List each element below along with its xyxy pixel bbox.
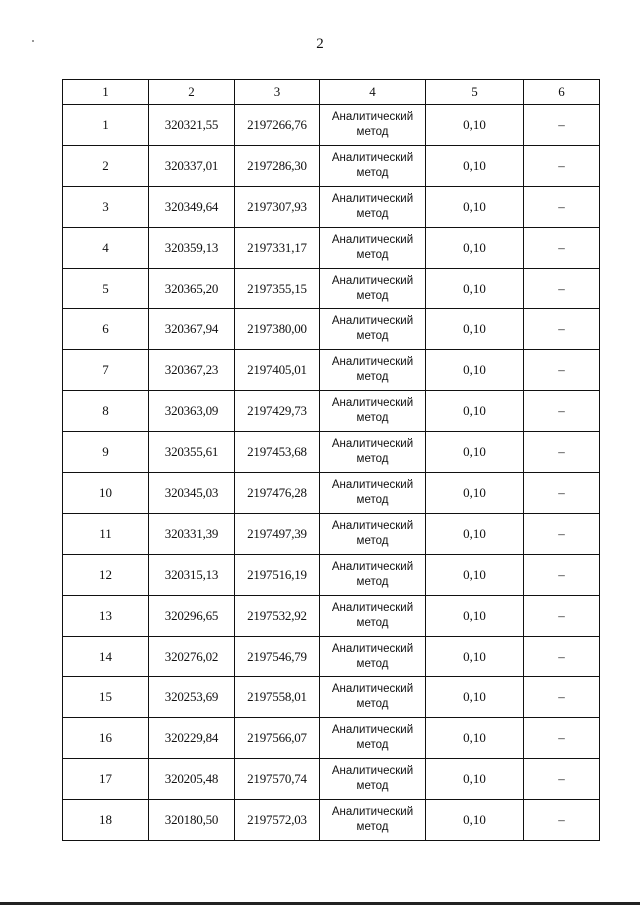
table-row — [63, 268, 600, 309]
cell-x-coordinate: 320315,13 — [149, 554, 235, 595]
cell-method: Аналитический метод — [320, 227, 426, 268]
cell-note: – — [524, 513, 600, 554]
cell-method: Аналитический метод — [320, 554, 426, 595]
cell-method: Аналитический метод — [320, 391, 426, 432]
cell-x-coordinate: 320365,20 — [149, 268, 235, 309]
cell-note: – — [524, 473, 600, 514]
cell-method: Аналитический метод — [320, 677, 426, 718]
cell-method: Аналитический метод — [320, 718, 426, 759]
cell-note: – — [524, 309, 600, 350]
cell-point-number: 5 — [63, 268, 149, 309]
cell-accuracy: 0,10 — [426, 391, 524, 432]
cell-point-number: 17 — [63, 759, 149, 800]
cell-accuracy: 0,10 — [426, 595, 524, 636]
scan-speck — [32, 40, 34, 42]
table-row — [63, 145, 600, 186]
cell-method: Аналитический метод — [320, 800, 426, 841]
cell-point-number: 3 — [63, 186, 149, 227]
cell-note: – — [524, 677, 600, 718]
cell-y-coordinate: 2197532,92 — [235, 595, 320, 636]
cell-accuracy: 0,10 — [426, 145, 524, 186]
table-row — [63, 350, 600, 391]
cell-accuracy: 0,10 — [426, 677, 524, 718]
cell-note: – — [524, 391, 600, 432]
header-col-4: 4 — [320, 80, 426, 105]
cell-y-coordinate: 2197546,79 — [235, 636, 320, 677]
cell-point-number: 1 — [63, 105, 149, 146]
header-col-2: 2 — [149, 80, 235, 105]
cell-accuracy: 0,10 — [426, 268, 524, 309]
cell-x-coordinate: 320337,01 — [149, 145, 235, 186]
cell-y-coordinate: 2197453,68 — [235, 432, 320, 473]
header-col-3: 3 — [235, 80, 320, 105]
cell-x-coordinate: 320345,03 — [149, 473, 235, 514]
cell-y-coordinate: 2197566,07 — [235, 718, 320, 759]
cell-point-number: 10 — [63, 473, 149, 514]
cell-accuracy: 0,10 — [426, 759, 524, 800]
table-row — [63, 636, 600, 677]
cell-x-coordinate: 320367,23 — [149, 350, 235, 391]
cell-x-coordinate: 320180,50 — [149, 800, 235, 841]
cell-note: – — [524, 350, 600, 391]
table-row — [63, 227, 600, 268]
cell-x-coordinate: 320349,64 — [149, 186, 235, 227]
table-body — [63, 105, 600, 841]
cell-accuracy: 0,10 — [426, 718, 524, 759]
cell-x-coordinate: 320355,61 — [149, 432, 235, 473]
cell-y-coordinate: 2197331,17 — [235, 227, 320, 268]
cell-x-coordinate: 320321,55 — [149, 105, 235, 146]
cell-x-coordinate: 320253,69 — [149, 677, 235, 718]
cell-point-number: 9 — [63, 432, 149, 473]
cell-method: Аналитический метод — [320, 105, 426, 146]
cell-point-number: 4 — [63, 227, 149, 268]
coordinates-table — [62, 79, 600, 841]
cell-note: – — [524, 718, 600, 759]
cell-note: – — [524, 636, 600, 677]
cell-accuracy: 0,10 — [426, 800, 524, 841]
cell-note: – — [524, 105, 600, 146]
cell-x-coordinate: 320276,02 — [149, 636, 235, 677]
cell-x-coordinate: 320205,48 — [149, 759, 235, 800]
cell-y-coordinate: 2197570,74 — [235, 759, 320, 800]
table-row — [63, 309, 600, 350]
cell-y-coordinate: 2197266,76 — [235, 105, 320, 146]
table-row — [63, 186, 600, 227]
cell-point-number: 2 — [63, 145, 149, 186]
cell-note: – — [524, 759, 600, 800]
cell-method: Аналитический метод — [320, 595, 426, 636]
cell-y-coordinate: 2197307,93 — [235, 186, 320, 227]
table-row — [63, 800, 600, 841]
cell-y-coordinate: 2197355,15 — [235, 268, 320, 309]
cell-y-coordinate: 2197516,19 — [235, 554, 320, 595]
cell-point-number: 12 — [63, 554, 149, 595]
cell-method: Аналитический метод — [320, 432, 426, 473]
cell-point-number: 14 — [63, 636, 149, 677]
cell-note: – — [524, 800, 600, 841]
cell-y-coordinate: 2197497,39 — [235, 513, 320, 554]
cell-point-number: 18 — [63, 800, 149, 841]
cell-point-number: 16 — [63, 718, 149, 759]
header-col-5: 5 — [426, 80, 524, 105]
page-number: 2 — [316, 36, 324, 52]
cell-note: – — [524, 268, 600, 309]
cell-y-coordinate: 2197572,03 — [235, 800, 320, 841]
table-row — [63, 759, 600, 800]
cell-point-number: 6 — [63, 309, 149, 350]
cell-method: Аналитический метод — [320, 759, 426, 800]
cell-accuracy: 0,10 — [426, 554, 524, 595]
cell-x-coordinate: 320367,94 — [149, 309, 235, 350]
table-row — [63, 677, 600, 718]
cell-accuracy: 0,10 — [426, 636, 524, 677]
cell-x-coordinate: 320229,84 — [149, 718, 235, 759]
cell-method: Аналитический метод — [320, 350, 426, 391]
cell-x-coordinate: 320363,09 — [149, 391, 235, 432]
cell-point-number: 13 — [63, 595, 149, 636]
cell-note: – — [524, 186, 600, 227]
cell-note: – — [524, 432, 600, 473]
cell-y-coordinate: 2197405,01 — [235, 350, 320, 391]
table-row — [63, 105, 600, 146]
cell-method: Аналитический метод — [320, 145, 426, 186]
table-row — [63, 718, 600, 759]
table-row — [63, 554, 600, 595]
cell-accuracy: 0,10 — [426, 432, 524, 473]
table-row — [63, 391, 600, 432]
cell-x-coordinate: 320359,13 — [149, 227, 235, 268]
cell-accuracy: 0,10 — [426, 309, 524, 350]
cell-note: – — [524, 554, 600, 595]
table-row — [63, 473, 600, 514]
table-row — [63, 595, 600, 636]
cell-accuracy: 0,10 — [426, 473, 524, 514]
cell-x-coordinate: 320331,39 — [149, 513, 235, 554]
table-row — [63, 432, 600, 473]
header-col-6: 6 — [524, 80, 600, 105]
cell-point-number: 7 — [63, 350, 149, 391]
cell-y-coordinate: 2197380,00 — [235, 309, 320, 350]
cell-point-number: 11 — [63, 513, 149, 554]
table-row — [63, 513, 600, 554]
cell-method: Аналитический метод — [320, 186, 426, 227]
cell-y-coordinate: 2197286,30 — [235, 145, 320, 186]
table-header-row — [63, 80, 600, 105]
cell-method: Аналитический метод — [320, 473, 426, 514]
cell-y-coordinate: 2197476,28 — [235, 473, 320, 514]
cell-accuracy: 0,10 — [426, 513, 524, 554]
cell-y-coordinate: 2197429,73 — [235, 391, 320, 432]
cell-method: Аналитический метод — [320, 309, 426, 350]
cell-point-number: 8 — [63, 391, 149, 432]
cell-accuracy: 0,10 — [426, 350, 524, 391]
cell-point-number: 15 — [63, 677, 149, 718]
header-col-1: 1 — [63, 80, 149, 105]
cell-x-coordinate: 320296,65 — [149, 595, 235, 636]
cell-note: – — [524, 227, 600, 268]
cell-note: – — [524, 145, 600, 186]
cell-method: Аналитический метод — [320, 636, 426, 677]
cell-note: – — [524, 595, 600, 636]
cell-method: Аналитический метод — [320, 513, 426, 554]
cell-y-coordinate: 2197558,01 — [235, 677, 320, 718]
cell-accuracy: 0,10 — [426, 186, 524, 227]
cell-accuracy: 0,10 — [426, 105, 524, 146]
cell-accuracy: 0,10 — [426, 227, 524, 268]
cell-method: Аналитический метод — [320, 268, 426, 309]
